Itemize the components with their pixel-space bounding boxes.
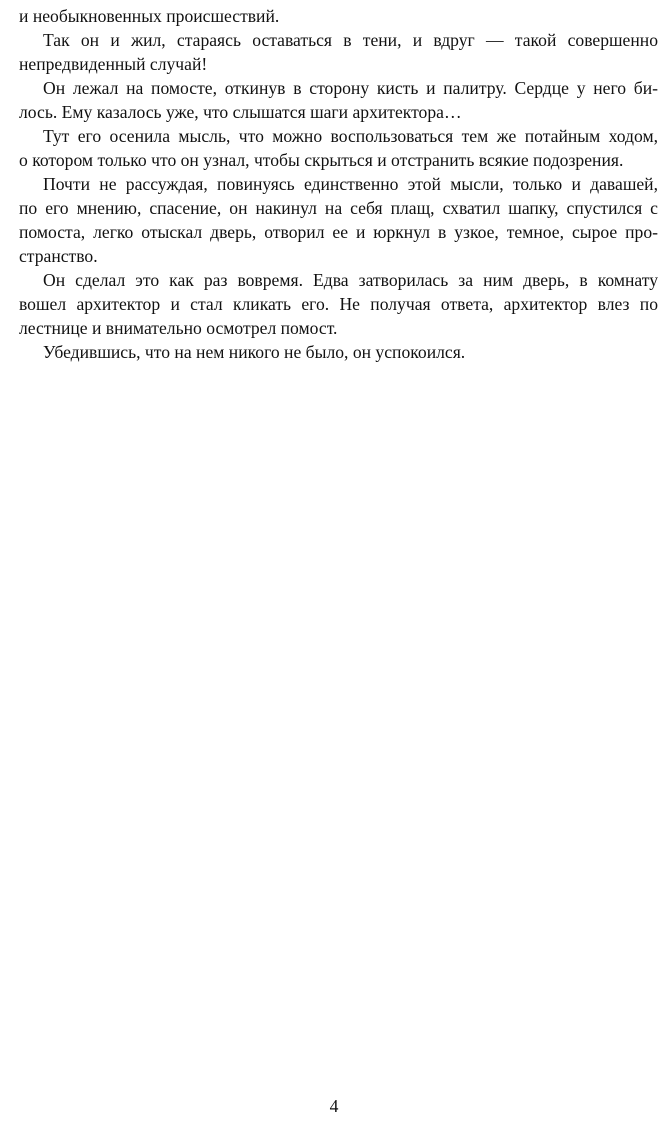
text-line: помоста, легко отыскал дверь, отворил ее и юркнул в узкое, темное, сырое про- [19, 222, 658, 242]
text-line: Почти не рассуждая, повинуясь единственно этой мысли, только и давашей, [43, 174, 658, 194]
text-line: странство. [19, 246, 98, 266]
paragraph [19, 124, 658, 172]
text-line: Тут его осенила мысль, что можно воспользоваться тем же потайным ходом, [43, 126, 658, 146]
page-number: 4 [329, 1096, 339, 1116]
text-line: и необыкновенных происшествий. [19, 6, 280, 26]
text-line: Так он и жил, стараясь оставаться в тени, и вдруг — такой совершенно [43, 30, 658, 50]
paragraph [19, 76, 658, 124]
text-line: Убедившись, что на нем никого не было, он успокоился. [43, 342, 466, 362]
paragraph [19, 28, 658, 76]
text-line: Он сделал это как раз вовремя. Едва затворилась за ним дверь, в комнату [43, 270, 658, 290]
text-line: вошел архитектор и стал кликать его. Не получая ответа, архитектор влез по [19, 294, 658, 314]
text-line: лестнице и внимательно осмотрел помост. [19, 318, 338, 338]
text-line: по его мнению, спасение, он накинул на себя плащ, схватил шапку, спустился с [19, 198, 658, 218]
paragraph [19, 340, 658, 364]
text-line: Он лежал на помосте, откинув в сторону кисть и палитру. Сердце у него би- [43, 78, 658, 98]
text-line: лось. Ему казалось уже, что слышатся шаги архитектора… [19, 102, 462, 122]
paragraph [19, 172, 658, 268]
paragraph [19, 268, 658, 340]
text-line: непредвиденный случай! [19, 54, 208, 74]
paragraph [19, 4, 658, 28]
page-body [19, 4, 658, 364]
text-line: о котором только что он узнал, чтобы скрыться и отстранить всякие подозрения. [19, 150, 624, 170]
